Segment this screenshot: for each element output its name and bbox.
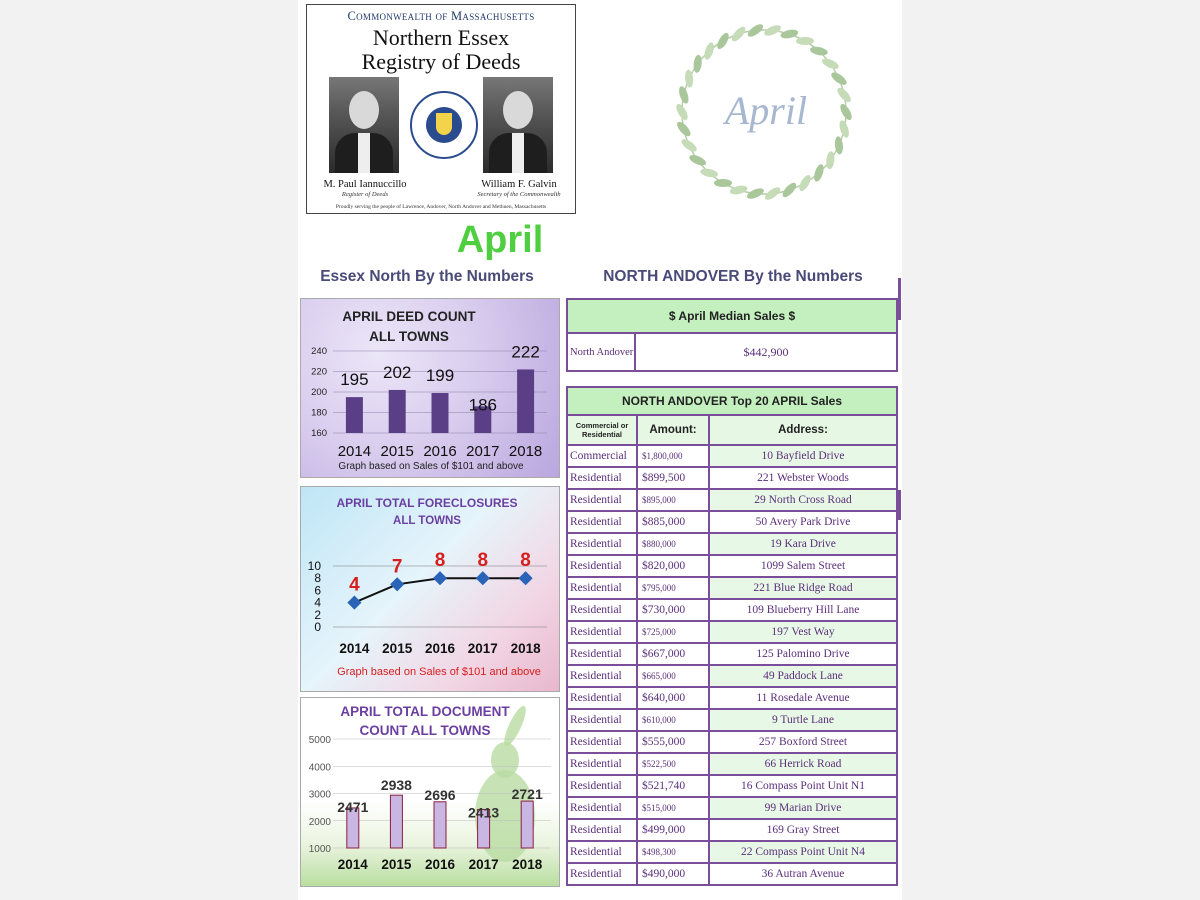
- data-point: [433, 571, 447, 585]
- sale-address: 221 Blue Ridge Road: [709, 577, 897, 599]
- table-row: [567, 753, 897, 775]
- data-label: 195: [340, 370, 369, 390]
- header-commonwealth: Commonwealth of Massachusetts: [347, 9, 535, 23]
- wreath-leaf: [679, 137, 698, 154]
- table-row: [567, 643, 897, 665]
- secretary-name: William F. Galvin: [481, 179, 557, 190]
- data-label: 222: [511, 342, 540, 362]
- data-label: 2696: [424, 786, 456, 803]
- sale-amount: $730,000: [637, 599, 709, 621]
- data-label: 2938: [380, 777, 412, 794]
- wreath-leaf: [729, 184, 748, 196]
- table-row: [567, 577, 897, 599]
- sale-amount: $899,500: [637, 467, 709, 489]
- x-tick-label: 2016: [424, 641, 456, 656]
- wreath-leaf: [780, 28, 799, 40]
- data-label: 2471: [337, 798, 369, 815]
- sale-address: 29 North Cross Road: [709, 489, 897, 511]
- table-row: [567, 665, 897, 687]
- table-row: [567, 863, 897, 885]
- y-tick-label: 3000: [308, 789, 331, 801]
- table-row: [567, 621, 897, 643]
- bar: [432, 393, 449, 433]
- bar: [390, 795, 402, 848]
- wreath-leaf: [746, 186, 766, 201]
- table-row: [567, 731, 897, 753]
- data-label: 8: [434, 550, 446, 572]
- y-tick-label: 2000: [308, 816, 331, 828]
- column-header-type: Commercial or Residential: [567, 415, 637, 445]
- sale-amount: $725,000: [637, 621, 709, 643]
- sale-type: Residential: [567, 687, 637, 709]
- header-registry-line1: Northern Essex: [372, 25, 510, 50]
- table-row: [567, 445, 897, 467]
- table-edge-border: [898, 490, 901, 520]
- median-sales-title: $ April Median Sales $: [567, 299, 897, 333]
- sale-type: Residential: [567, 599, 637, 621]
- sale-type: Residential: [567, 797, 637, 819]
- chart-title: ALL TOWNS: [369, 329, 449, 344]
- data-label: 8: [520, 550, 531, 572]
- table-row: [567, 687, 897, 709]
- document-count-chart: [301, 698, 559, 886]
- table-row: [567, 555, 897, 577]
- sale-amount: $640,000: [637, 687, 709, 709]
- sale-address: 9 Turtle Lane: [709, 709, 897, 731]
- wreath-leaf: [699, 167, 718, 179]
- bar: [521, 801, 533, 848]
- sale-type: Residential: [567, 819, 637, 841]
- y-tick-label: 4: [314, 595, 321, 610]
- sale-address: 49 Paddock Lane: [709, 665, 897, 687]
- sale-address: 125 Palomino Drive: [709, 643, 897, 665]
- top-sales-table: [566, 386, 898, 886]
- sale-amount: $795,000: [637, 577, 709, 599]
- sale-address: 221 Webster Woods: [709, 467, 897, 489]
- x-tick-label: 2017: [466, 443, 500, 460]
- y-tick-label: 4000: [308, 762, 331, 774]
- sale-type: Residential: [567, 665, 637, 687]
- massachusetts-seal-icon: [410, 91, 478, 159]
- sale-type: Residential: [567, 511, 637, 533]
- y-tick-label: 180: [311, 407, 327, 419]
- median-sales-value: $442,900: [635, 333, 897, 371]
- table-row: [567, 467, 897, 489]
- sale-address: 22 Compass Point Unit N4: [709, 841, 897, 863]
- foreclosures-chart: [301, 487, 559, 691]
- wreath-leaf: [703, 41, 716, 61]
- sale-type: Residential: [567, 555, 637, 577]
- table-row: [567, 775, 897, 797]
- wreath-leaf: [688, 153, 708, 168]
- sale-amount: $498,300: [637, 841, 709, 863]
- data-point: [476, 571, 490, 585]
- x-tick-label: 2018: [512, 857, 543, 872]
- sale-type: Residential: [567, 709, 637, 731]
- data-label: 199: [425, 366, 455, 386]
- y-tick-label: 5000: [308, 735, 331, 746]
- sale-amount: $665,000: [637, 665, 709, 687]
- header-registry-line2: Registry of Deeds: [361, 49, 521, 74]
- sale-address: 16 Compass Point Unit N1: [709, 775, 897, 797]
- foreclosures-chart-panel: [300, 486, 560, 692]
- month-title: April: [456, 219, 544, 261]
- deed-count-chart-panel: [300, 298, 560, 478]
- median-sales-table: [566, 298, 898, 372]
- sale-amount: $880,000: [637, 533, 709, 555]
- wreath-leaf: [677, 85, 690, 105]
- table-row: [567, 489, 897, 511]
- x-tick-label: 2018: [510, 641, 541, 656]
- sale-type: Residential: [567, 731, 637, 753]
- y-tick-label: 2: [314, 607, 321, 622]
- column-header-address: Address:: [709, 415, 897, 445]
- top-sales-title: NORTH ANDOVER Top 20 APRIL Sales: [567, 387, 897, 415]
- table-row: [567, 511, 897, 533]
- deed-count-chart: [301, 299, 559, 477]
- chart-title: APRIL TOTAL DOCUMENT: [340, 704, 510, 719]
- sale-address: 11 Rosedale Avenue: [709, 687, 897, 709]
- data-label: 2721: [511, 786, 543, 803]
- y-tick-label: 220: [311, 366, 327, 378]
- sale-type: Residential: [567, 775, 637, 797]
- table-row: [567, 709, 897, 731]
- y-tick-label: 10: [307, 559, 321, 573]
- wreath-leaf: [812, 163, 825, 183]
- section-title-essex-north: Essex North By the Numbers: [320, 268, 534, 285]
- x-tick-label: 2016: [423, 443, 457, 460]
- sale-amount: $610,000: [637, 709, 709, 731]
- y-tick-label: 200: [311, 387, 327, 398]
- sale-type: Residential: [567, 621, 637, 643]
- data-label: 202: [383, 362, 412, 382]
- chart-title: APRIL DEED COUNT: [342, 309, 476, 324]
- chart-title: ALL TOWNS: [393, 515, 461, 527]
- data-point: [390, 577, 404, 591]
- column-header-amount: Amount:: [637, 415, 709, 445]
- bar: [434, 802, 446, 848]
- sale-type: Residential: [567, 863, 637, 885]
- x-tick-label: 2016: [424, 857, 456, 872]
- x-tick-label: 2017: [467, 641, 498, 656]
- wreath-leaf: [835, 86, 853, 105]
- y-tick-label: 8: [314, 571, 321, 586]
- chart-note: Graph based on Sales of $101 and above: [337, 666, 541, 678]
- sale-address: 10 Bayfield Drive: [709, 445, 897, 467]
- sale-type: Residential: [567, 841, 637, 863]
- sale-address: 257 Boxford Street: [709, 731, 897, 753]
- sale-amount: $499,000: [637, 819, 709, 841]
- data-label: 2413: [468, 804, 500, 821]
- document-count-chart-panel: [300, 697, 560, 887]
- sale-address: 66 Herrick Road: [709, 753, 897, 775]
- wreath-text: April: [724, 88, 808, 133]
- sale-type: Residential: [567, 753, 637, 775]
- wreath-leaf: [838, 119, 851, 139]
- wreath-leaf: [763, 23, 783, 38]
- secretary-role: Secretary of the Commonwealth: [477, 191, 561, 198]
- bunny-head: [491, 742, 519, 778]
- table-row: [567, 819, 897, 841]
- y-tick-label: 1000: [308, 844, 331, 855]
- x-tick-label: 2014: [339, 641, 370, 656]
- sale-address: 36 Autran Avenue: [709, 863, 897, 885]
- table-row: [567, 841, 897, 863]
- bar: [346, 397, 363, 433]
- wreath-leaf: [714, 179, 732, 187]
- sale-amount: $515,000: [637, 797, 709, 819]
- wreath-graphic: [662, 14, 866, 210]
- sale-amount: $555,000: [637, 731, 709, 753]
- data-point: [347, 596, 361, 610]
- sale-amount: $490,000: [637, 863, 709, 885]
- sale-address: 109 Blueberry Hill Lane: [709, 599, 897, 621]
- register-role: Register of Deeds: [341, 191, 389, 198]
- data-label: 186: [468, 395, 497, 415]
- sale-amount: $667,000: [637, 643, 709, 665]
- table-edge-border: [898, 278, 901, 320]
- y-tick-label: 6: [314, 583, 321, 598]
- wreath-leaf: [796, 37, 814, 45]
- sale-address: 169 Gray Street: [709, 819, 897, 841]
- wreath-leaf: [809, 45, 828, 57]
- header-footer: Proudly serving the people of Lawrence, Andover, North Andover and Methuen, Massachusetts: [335, 204, 547, 210]
- registry-header-card: [306, 4, 576, 214]
- x-tick-label: 2017: [468, 857, 499, 872]
- sale-type: Residential: [567, 577, 637, 599]
- x-tick-label: 2018: [508, 443, 543, 460]
- wreath-leaf: [675, 120, 693, 139]
- sale-amount: $820,000: [637, 555, 709, 577]
- median-town-label: North Andover: [567, 333, 635, 371]
- y-tick-label: 0: [314, 620, 321, 634]
- wreath-leaf: [820, 56, 840, 71]
- sale-amount: $1,800,000: [637, 445, 709, 467]
- y-tick-label: 240: [311, 346, 327, 357]
- data-point: [519, 571, 533, 585]
- sale-type: Residential: [567, 533, 637, 555]
- x-tick-label: 2015: [380, 443, 414, 460]
- sale-type: Residential: [567, 643, 637, 665]
- sale-address: 197 Vest Way: [709, 621, 897, 643]
- sale-amount: $522,500: [637, 753, 709, 775]
- x-tick-label: 2015: [381, 857, 412, 872]
- x-tick-label: 2014: [337, 443, 372, 460]
- data-label: 4: [349, 574, 360, 596]
- sale-amount: $521,740: [637, 775, 709, 797]
- sale-address: 1099 Salem Street: [709, 555, 897, 577]
- chart-title: APRIL TOTAL FORECLOSURES: [336, 496, 518, 510]
- register-name: M. Paul Iannuccillo: [323, 179, 407, 190]
- y-tick-label: 160: [311, 428, 327, 439]
- bar: [389, 390, 406, 433]
- sale-address: 50 Avery Park Drive: [709, 511, 897, 533]
- sale-address: 19 Kara Drive: [709, 533, 897, 555]
- secretary-portrait: [483, 77, 553, 173]
- wreath-leaf: [730, 25, 748, 44]
- sale-amount: $895,000: [637, 489, 709, 511]
- wreath-leaf: [715, 31, 731, 51]
- register-portrait: [329, 77, 399, 173]
- x-tick-label: 2014: [337, 857, 368, 872]
- sale-address: 99 Marian Drive: [709, 797, 897, 819]
- table-row: [567, 533, 897, 555]
- data-label: 7: [391, 556, 403, 578]
- sale-type: Residential: [567, 467, 637, 489]
- table-row: [567, 797, 897, 819]
- chart-title: COUNT ALL TOWNS: [359, 723, 491, 738]
- section-title-north-andover: NORTH ANDOVER By the Numbers: [603, 268, 863, 285]
- chart-note: Graph based on Sales of $101 and above: [338, 461, 524, 472]
- sale-type: Residential: [567, 489, 637, 511]
- sale-type: Commercial: [567, 445, 637, 467]
- bar: [517, 369, 534, 433]
- table-row: [567, 599, 897, 621]
- x-tick-label: 2015: [382, 641, 413, 656]
- data-label: 8: [477, 550, 489, 572]
- sale-amount: $885,000: [637, 511, 709, 533]
- wreath-leaf: [780, 181, 798, 200]
- wreath-leaf: [829, 70, 848, 87]
- wreath-leaf: [797, 173, 813, 193]
